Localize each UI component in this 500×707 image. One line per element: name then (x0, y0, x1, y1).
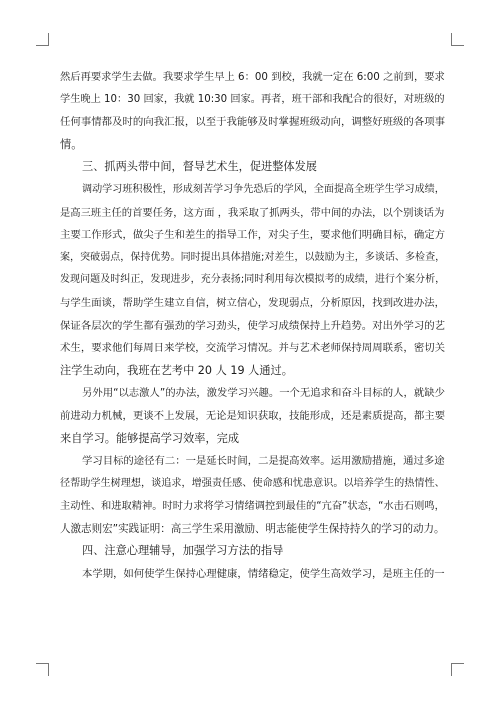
paragraph (60, 450, 445, 540)
paragraph (60, 563, 445, 586)
crop-mark-bottom-right (451, 663, 464, 676)
text-line: 主要工作形式，做尖子生和差生的指导工作，对尖子生，要求他们明确目标，确定方 (60, 229, 446, 242)
text-line: 案，突破弱点，保持优势。同时提出具体措施;对差生，以鼓励为主，多谈话、多检查， (60, 251, 446, 263)
text-line: 然后再要求学生去做。我要求学生早上 6：00 到校，我就一定在 6:00 之前到，要求 (60, 71, 445, 83)
text-line: 与学生面谈，帮助学生建立自信，树立信心，发现弱点，分析原因，找到改进办法， (60, 296, 446, 309)
text-line: 注学生动向，我班在艺考中 20 人 19 人通过。 (60, 363, 293, 377)
crop-mark-top-right (451, 33, 464, 46)
text-line: 人激志则宏”实践证明：高三学生采用激励、明志能使学生保持持久的学习的动力。 (60, 522, 445, 535)
text-line: 是高三班主任的首要任务，这方面 ，我采取了抓两头，带中间的办法，以个别谈话为 (60, 206, 445, 219)
text-line: 径帮助学生树理想，谈追求，增强责任感、使命感和忧患意识。以培养学生的热情性、 (60, 477, 445, 489)
document-body (60, 66, 445, 586)
text-line: 本学期，如何使学生保持心理健康，情绪稳定，使学生高效学习，是班主任的一 (82, 568, 445, 581)
text-line: 前进动力机械，更谈不上发展，无论是知识获取，技能形成，还是素质提高，都主要 (60, 409, 446, 422)
text-line: 调动学习班积极性，形成刻苦学习争先恐后的学风，全面提高全班学生学习成绩， (82, 183, 445, 195)
text-line: 来自学习。能够提高学习效率，完成 (60, 431, 240, 445)
text-line: 另外用“以志激人”的办法，激发学习兴趣。一个无追求和奋斗目标的人，就缺少 (82, 387, 445, 400)
text-line: 学生晚上 10：30 回家，我就 10:30 回家。再者，班干部和我配合的很好，对班级的 (60, 93, 445, 105)
heading-line: 四、注意心理辅导，加强学习方法的指导 (82, 544, 284, 558)
section-heading (60, 156, 445, 179)
text-line: 保证各层次的学生都有强劲的学习劲头，使学习成绩保持上升趋势。对出外学习的艺 (60, 319, 446, 332)
crop-mark-bottom-left (36, 663, 49, 676)
paragraph (60, 179, 445, 382)
text-line: 情。 (60, 137, 83, 151)
text-line: 发现问题及时纠正，发现进步，充分表扬;同时利用每次模拟考的成绩，进行个案分析， (60, 274, 446, 286)
heading-line: 三、抓两头带中间，督导艺术生，促进整体发展 (82, 160, 317, 174)
text-line: 主动性、和进取精神。时时力求将学习情绪调控到最佳的“亢奋”状态，“水击石则鸣， (60, 500, 445, 513)
crop-mark-top-left (36, 33, 49, 46)
paragraph (60, 382, 445, 450)
paragraph (60, 66, 445, 156)
section-heading (60, 540, 445, 563)
text-line: 任何事情都及时的向我汇报，以至于我能够及时掌握班级动向，调整好班级的各项事 (60, 116, 446, 129)
text-line: 术生，要求他们每周日来学校，交流学习情况。并与艺术老师保持周周联系，密切关 (60, 342, 446, 355)
text-line: 学习目标的途径有二：一是延长时间，二是提高效率。运用激励措施，通过多途 (82, 455, 445, 468)
